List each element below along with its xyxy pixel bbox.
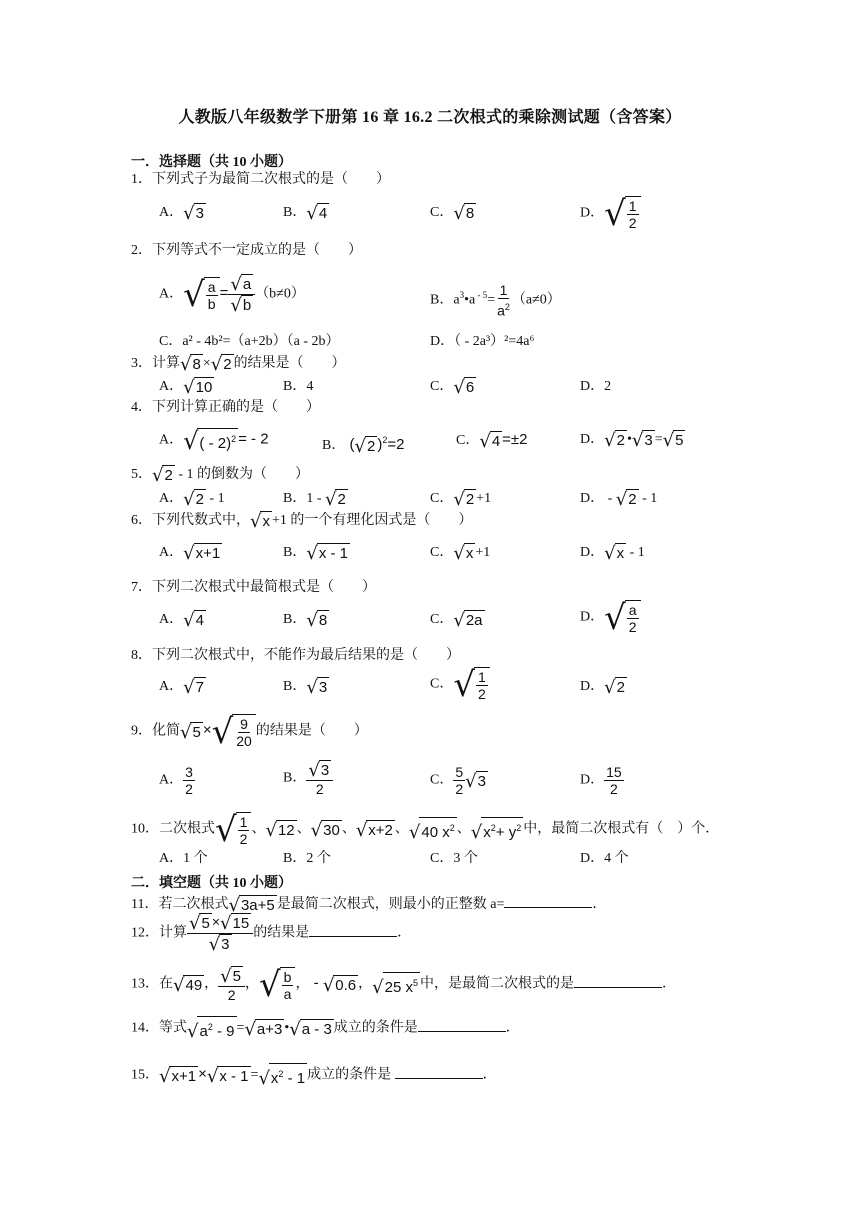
q2-option-a[interactable]: A． √ $\frac{a}{b}$ = √ a √ b （b≠0） (159, 274, 305, 316)
question-6: 6．下列代数式中， √ x +1 的一个有理化因式是（ ） (131, 511, 473, 532)
q4-option-a[interactable]: A． √ ( - 2)$^2$ = - 2 (159, 427, 269, 455)
q6-option-c[interactable]: C． √ x +1 (430, 543, 491, 564)
q4-option-c[interactable]: C． √ 4 =±2 (456, 430, 528, 452)
q6-option-a[interactable]: A． √ x+1 (159, 543, 221, 564)
answer-blank-15[interactable] (395, 1064, 483, 1079)
answer-blank-11[interactable] (504, 893, 592, 908)
q8-option-d[interactable]: D． √ 2 (580, 677, 625, 698)
question-10: 10．二次根式 √ $\frac{1}{2}$ 、 √ 12 、 √ 30 、 √ x+2 、 √ 40 $x^2$ 、 √ $x^2+ y^2$ 中，最简二次根式有（ ）个． (131, 810, 720, 850)
q9-option-b[interactable]: B． √ 3 2 (283, 760, 333, 797)
answer-blank-13[interactable] (574, 973, 662, 988)
q8-option-b[interactable]: B． √ 3 (283, 677, 328, 698)
page-title: 人教版八年级数学下册第 16 章 16.2 二次根式的乘除测试题（含答案） (178, 109, 682, 126)
question-5: 5． √ 2 - 1 的倒数为（ ） (131, 465, 309, 486)
q10-option-d[interactable]: D．4 个 (580, 851, 629, 866)
q2-option-b[interactable]: B．$a^3•a$ $^{- 5}$= $\frac{1}{a^2}$ （a≠0） (430, 282, 561, 319)
q10-option-b[interactable]: B．2 个 (283, 851, 331, 866)
q7-option-b[interactable]: B． √ 8 (283, 610, 328, 631)
q5-option-d[interactable]: D． - √ 2 - 1 (580, 489, 658, 510)
q2-option-c[interactable]: C．a² - 4b²=（a+2b）（a - 2b） (159, 334, 340, 349)
q3-option-c[interactable]: C． √ 6 (430, 377, 475, 398)
section-heading-choice: 一．选择题（共 10 小题） (131, 155, 292, 170)
q9-option-c[interactable]: C． $\frac{5}{2}$ √ 3 (430, 764, 486, 797)
answer-blank-14[interactable] (418, 1017, 506, 1032)
q6-option-b[interactable]: B． √ x - 1 (283, 543, 349, 564)
q5-option-b[interactable]: B．1 - √ 2 (283, 489, 346, 510)
q2-option-d[interactable]: D．（ - 2a³）²=4a⁶ (430, 334, 535, 349)
q8-option-a[interactable]: A． √ 7 (159, 677, 204, 698)
q5-option-a[interactable]: A． √ 2 - 1 (159, 489, 225, 510)
q9-option-d[interactable]: D． $\frac{15}{2}$ (580, 764, 622, 797)
q1-option-c[interactable]: C． √ 8 (430, 203, 475, 224)
q1-option-d[interactable]: D． √ $\frac{1}{2}$ (580, 196, 641, 231)
q1-option-a[interactable]: A． √ 3 (159, 203, 204, 224)
q6-option-d[interactable]: D． √ x - 1 (580, 543, 645, 564)
question-12: 12．计算 √ 5 × √ 15 √ 3 的结果是 ． (131, 913, 412, 955)
q10-option-a[interactable]: A．1 个 (159, 851, 208, 866)
question-13: 13．在 √ 49 ， √ 5 2 ， √ $\frac{b}{a}$ ， - √ 0.6 ， √ 25 $x^5$ 中，是最简二次根式的是 ． (131, 965, 677, 1005)
answer-blank-12[interactable] (309, 922, 397, 937)
q7-option-c[interactable]: C． √ 2a (430, 610, 483, 631)
q9-option-a[interactable]: A． $\frac{3}{2}$ (159, 764, 193, 797)
question-1: 1．下列式子为最简二次根式的是（ ） (131, 172, 390, 187)
question-7: 7．下列二次根式中最简根式是（ ） (131, 580, 376, 595)
question-3: 3．计算 √ 8 × √ 2 的结果是（ ） (131, 354, 346, 375)
q4-option-b[interactable]: B． ( √ 2 )$^2$=2 (322, 435, 405, 457)
q3-option-b[interactable]: B．4 (283, 379, 314, 394)
question-8: 8．下列二次根式中，不能作为最后结果的是（ ） (131, 648, 460, 663)
q1-option-b[interactable]: B． √ 4 (283, 203, 328, 224)
question-14: 14．等式 √ $a^2 - 9$ = √ a+3 • √ a - 3 成立的条件是 ． (131, 1016, 520, 1041)
q3-option-d[interactable]: D．2 (580, 379, 612, 394)
question-15: 15． √ x+1 × √ x - 1 = √ $x^2 - 1$ 成立的条件是 ． (131, 1063, 497, 1088)
q7-option-d[interactable]: D． √ $\frac{a}{2}$ (580, 600, 641, 635)
q8-option-c[interactable]: C． √ $\frac{1}{2}$ (430, 667, 490, 702)
question-4: 4．下列计算正确的是（ ） (131, 400, 320, 415)
question-11: 11．若二次根式 √ 3a+5 是最简二次根式，则最小的正整数 a= ． (131, 894, 607, 916)
q4-option-d[interactable]: D． √ 2 • √ 3 = √ 5 (580, 430, 684, 451)
q3-option-a[interactable]: A． √ 10 (159, 377, 213, 398)
question-9: 9．化简 √ 5 × √ $\frac{9}{20}$ 的结果是（ ） (131, 712, 368, 752)
q5-option-c[interactable]: C． √ 2 +1 (430, 489, 492, 510)
q10-option-c[interactable]: C．3 个 (430, 851, 478, 866)
question-2: 2．下列等式不一定成立的是（ ） (131, 243, 362, 258)
section-heading-fill: 二．填空题（共 10 小题） (131, 876, 292, 891)
q7-option-a[interactable]: A． √ 4 (159, 610, 204, 631)
